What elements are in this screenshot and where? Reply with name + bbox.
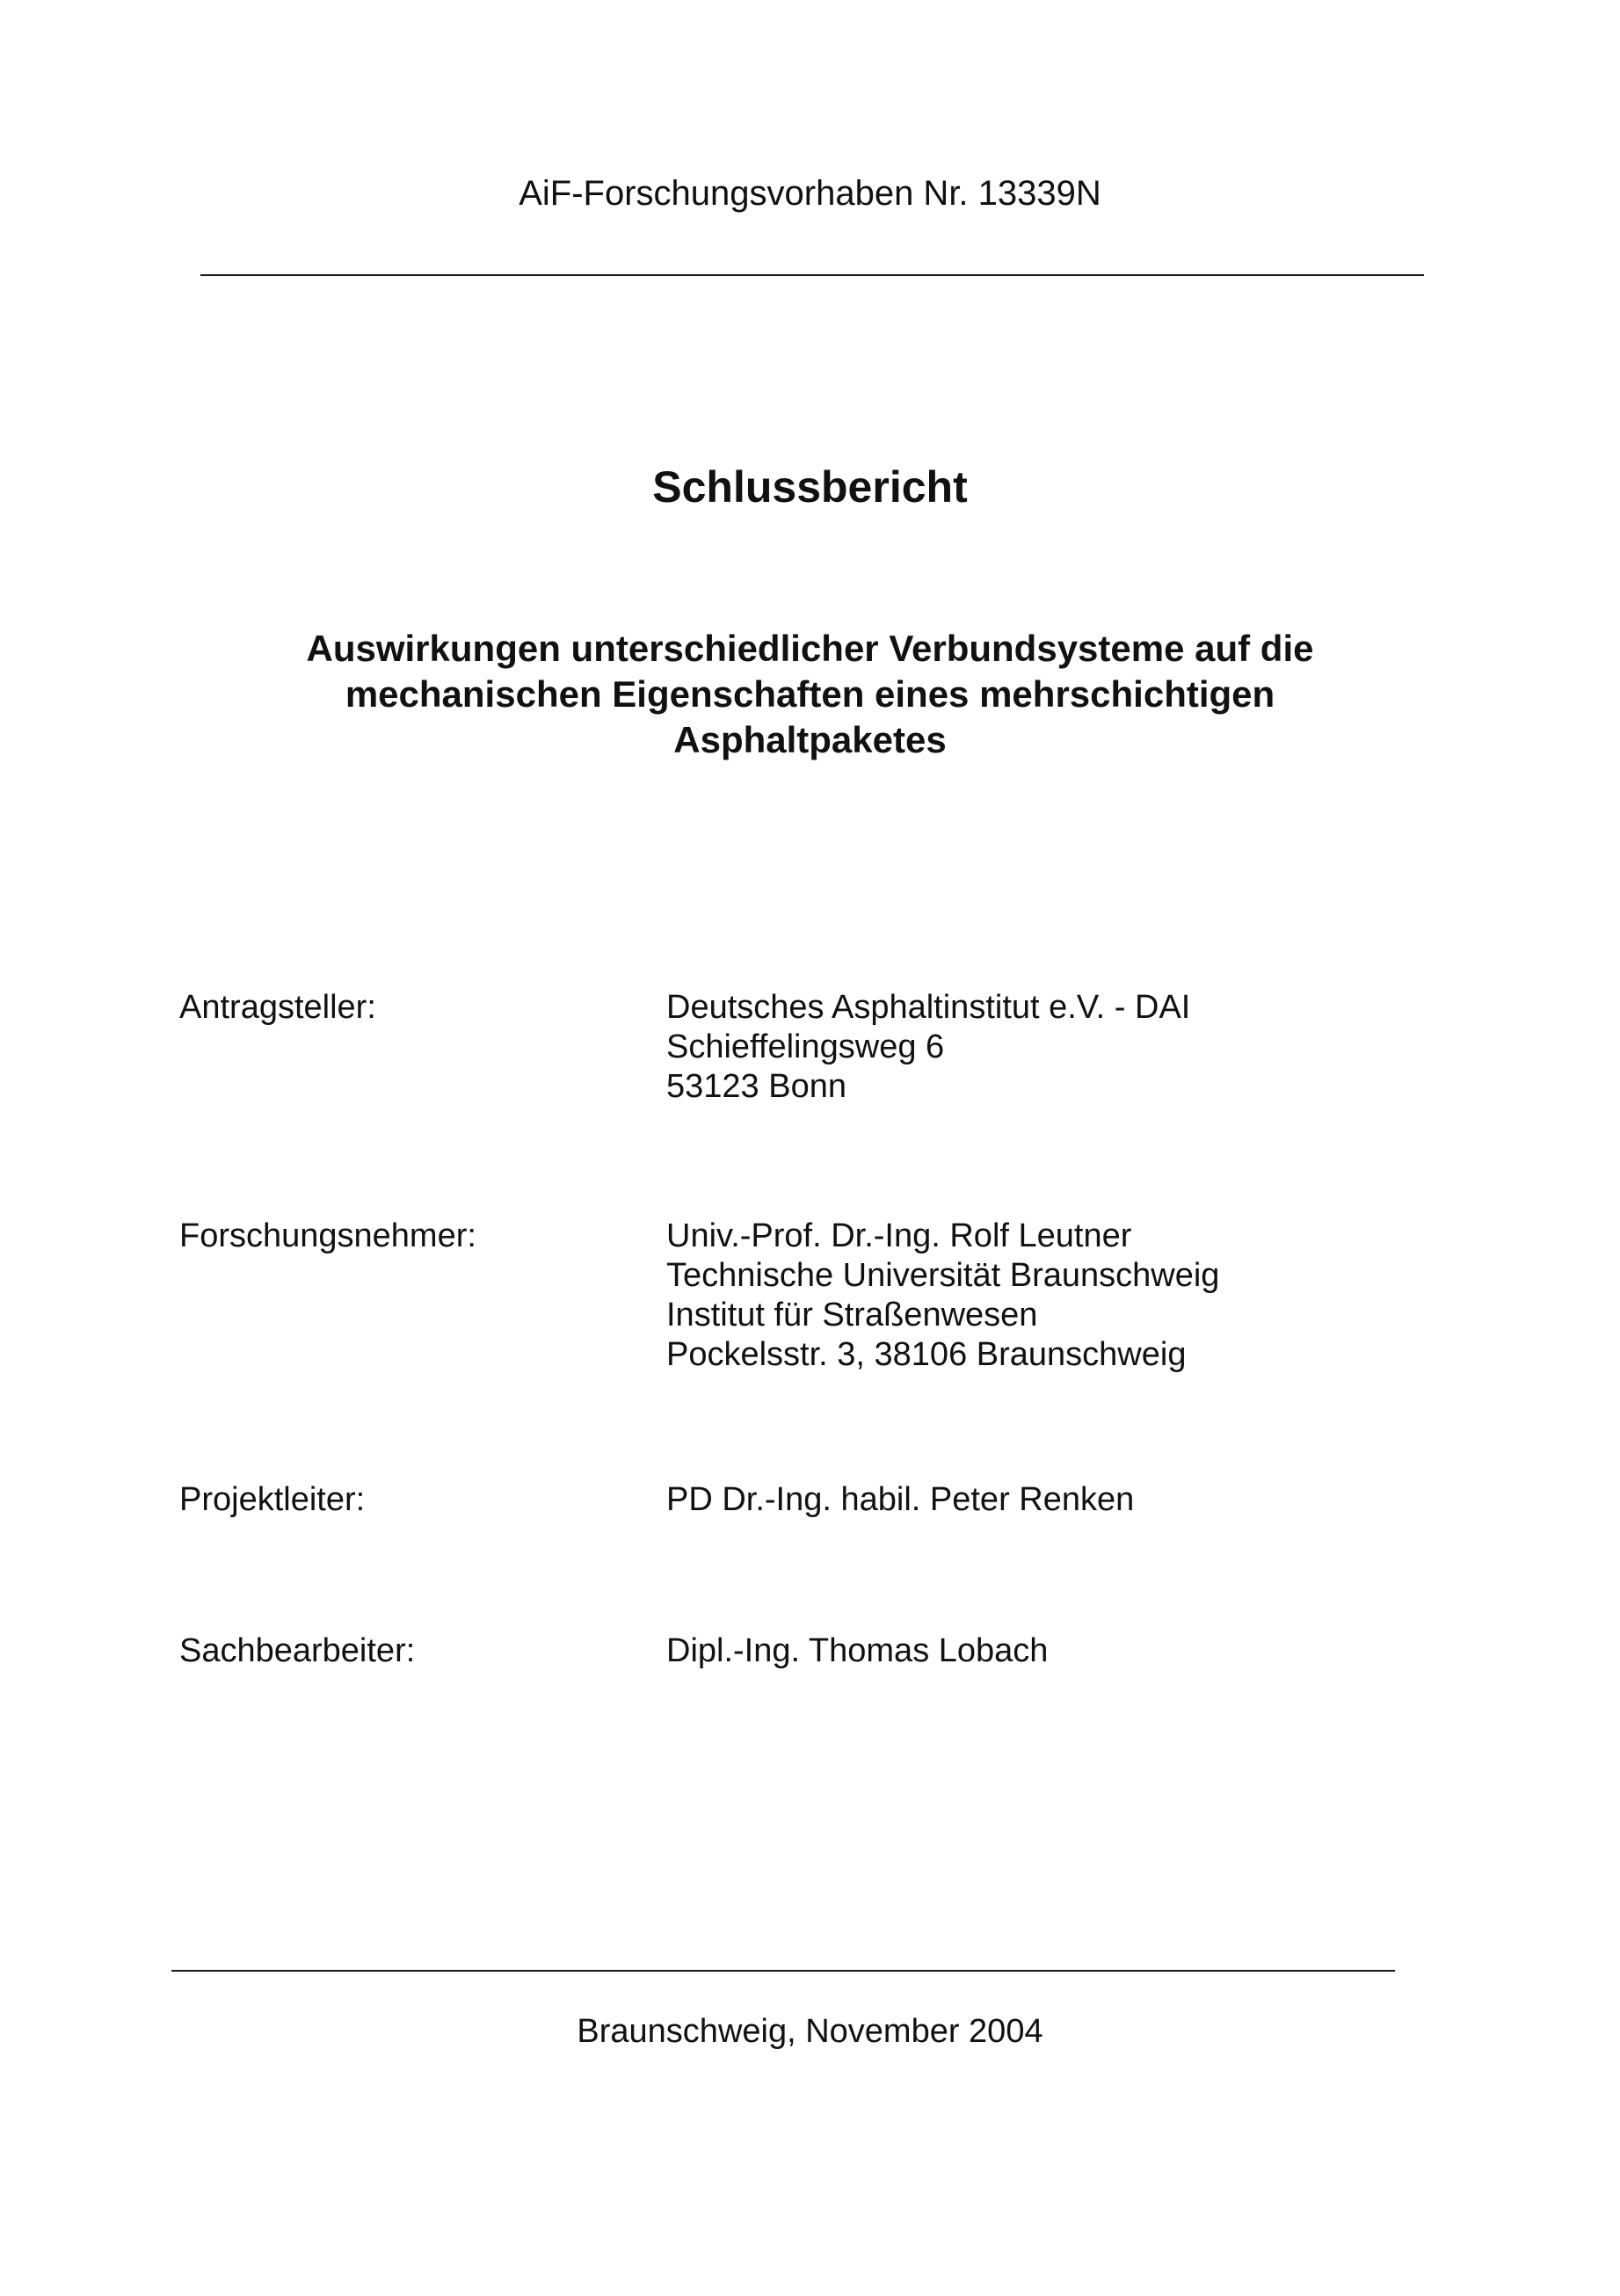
project-number: AiF-Forschungsvorhaben Nr. 13339N xyxy=(519,174,1101,213)
entry-value xyxy=(666,988,1190,1107)
report-title-line: mechanischen Eigenschaften eines mehrschichtigen xyxy=(345,673,1275,715)
report-title xyxy=(0,626,1620,763)
entry-label: Projektleiter: xyxy=(179,1481,366,1518)
entry-value-line: 53123 Bonn xyxy=(666,1068,846,1105)
bottom-divider xyxy=(171,1970,1395,1972)
entry-value xyxy=(666,1631,1048,1671)
report-title-line: Asphaltpaketes xyxy=(673,719,947,760)
entry-value-line: Univ.-Prof. Dr.-Ing. Rolf Leutner xyxy=(666,1217,1132,1254)
place-and-date: Braunschweig, November 2004 xyxy=(577,2013,1043,2050)
report-title-line: Auswirkungen unterschiedlicher Verbundsysteme auf die xyxy=(306,628,1314,669)
entry-value-line: Dipl.-Ing. Thomas Lobach xyxy=(666,1632,1049,1669)
entry-value xyxy=(666,1480,1134,1520)
entry-label: Antragsteller: xyxy=(179,989,376,1026)
entry-value-line: Technische Universität Braunschweig xyxy=(666,1257,1220,1294)
entry-value-line: PD Dr.-Ing. habil. Peter Renken xyxy=(666,1481,1135,1518)
document-type-heading: Schlussbericht xyxy=(652,462,968,512)
entry-value-line: Schieffelingsweg 6 xyxy=(666,1028,945,1065)
top-divider xyxy=(200,274,1424,276)
entry-label: Sachbearbeiter: xyxy=(179,1632,416,1669)
entry-value-line: Pockelsstr. 3, 38106 Braunschweig xyxy=(666,1336,1187,1373)
entry-label: Forschungsnehmer: xyxy=(179,1217,476,1254)
entry-value-line: Deutsches Asphaltinstitut e.V. - DAI xyxy=(666,989,1191,1026)
entry-value xyxy=(666,1217,1219,1375)
entry-value-line: Institut für Straßenwesen xyxy=(666,1297,1038,1333)
